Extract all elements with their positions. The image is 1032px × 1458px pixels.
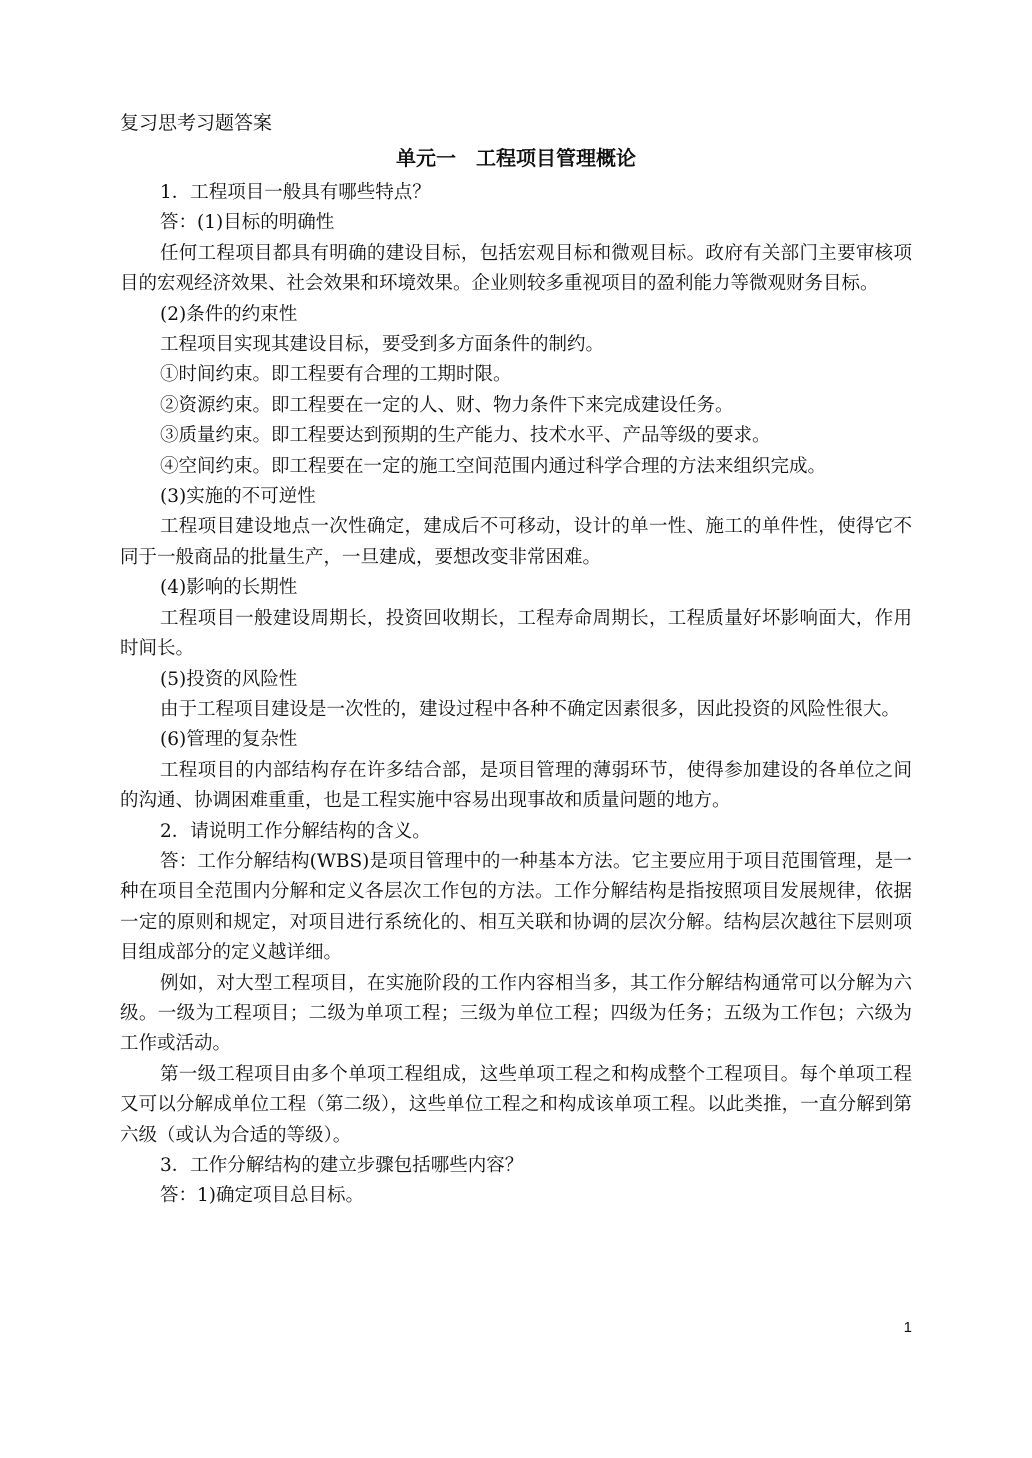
answer-1-point-3: (3)实施的不可逆性 xyxy=(160,486,316,508)
question-1: 1．工程项目一般具有哪些特点？ xyxy=(160,182,431,203)
paragraph: 工程项目的内部结构存在许多结合部，是项目管理的薄弱环节，使得参加建设的各单位之间的沟通、协调困难重重，也是工程实施中容易出现事故和质量问题的地方。 xyxy=(120,759,912,812)
question-3: 3．工作分解结构的建立步骤包括哪些内容？ xyxy=(160,1155,524,1176)
answer-1-point-6: (6)管理的复杂性 xyxy=(160,729,298,751)
answer-1-point-2: (2)条件的约束性 xyxy=(160,303,298,325)
list-item: ④空间约束。即工程要在一定的施工空间范围内通过科学合理的方法来组织完成。 xyxy=(160,455,827,477)
paragraph: 由于工程项目建设是一次性的，建设过程中各种不确定因素很多，因此投资的风险性很大。 xyxy=(160,698,901,720)
paragraph: 第一级工程项目由多个单项工程组成，这些单项工程之和构成整个工程项目。每个单项工程又可以分解成单位工程（第二级），这些单位工程之和构成该单项工程。以此类推，一直分解到第六级（或认为合适的等级）。 xyxy=(120,1063,912,1146)
document-title: 单元一 工程项目管理概论 xyxy=(396,146,636,170)
page-number: 1 xyxy=(903,1319,912,1336)
list-item: ②资源约束。即工程要在一定的人、财、物力条件下来完成建设任务。 xyxy=(160,394,734,416)
answer-1-point-5: (5)投资的风险性 xyxy=(160,668,298,690)
paragraph: 工程项目建设地点一次性确定，建成后不可移动，设计的单一性、施工的单件性，使得它不同于一般商品的批量生产，一旦建成，要想改变非常困难。 xyxy=(120,516,912,568)
answer-2: 答：工作分解结构(WBS)是项目管理中的一种基本方法。它主要应用于项目范围管理，是一种在项目全范围内分解和定义各层次工作包的方法。工作分解结构是指按照项目发展规律，依据一定的原则和规定，对项目进行系统化的、相互关联和协调的层次分解。结构层次越往下层则项目组成部分的定义越详细。 xyxy=(120,850,912,964)
list-item: ③质量约束。即工程要达到预期的生产能力、技术水平、产品等级的要求。 xyxy=(160,425,771,447)
list-item: ①时间约束。即工程要有合理的工期时限。 xyxy=(160,364,512,386)
document-body xyxy=(120,108,912,1212)
document-header: 复习思考习题答案 xyxy=(120,112,273,134)
paragraph: 工程项目实现其建设目标，要受到多方面条件的制约。 xyxy=(160,334,605,356)
answer-1-point-1: 答：(1)目标的明确性 xyxy=(160,212,335,234)
paragraph: 例如，对大型工程项目，在实施阶段的工作内容相当多，其工作分解结构通常可以分解为六级。一级为工程项目；二级为单项工程；三级为单位工程；四级为任务；五级为工作包；六级为工作或活动。 xyxy=(120,972,912,1055)
answer-3: 答：1)确定项目总目标。 xyxy=(160,1185,364,1207)
paragraph: 工程项目一般建设周期长，投资回收期长，工程寿命周期长，工程质量好坏影响面大，作用时间长。 xyxy=(120,607,912,660)
paragraph: 任何工程项目都具有明确的建设目标，包括宏观目标和微观目标。政府有关部门主要审核项目的宏观经济效果、社会效果和环境效果。企业则较多重视项目的盈利能力等微观财务目标。 xyxy=(120,242,912,295)
question-2: 2．请说明工作分解结构的含义。 xyxy=(160,820,431,842)
answer-1-point-4: (4)影响的长期性 xyxy=(160,577,298,599)
